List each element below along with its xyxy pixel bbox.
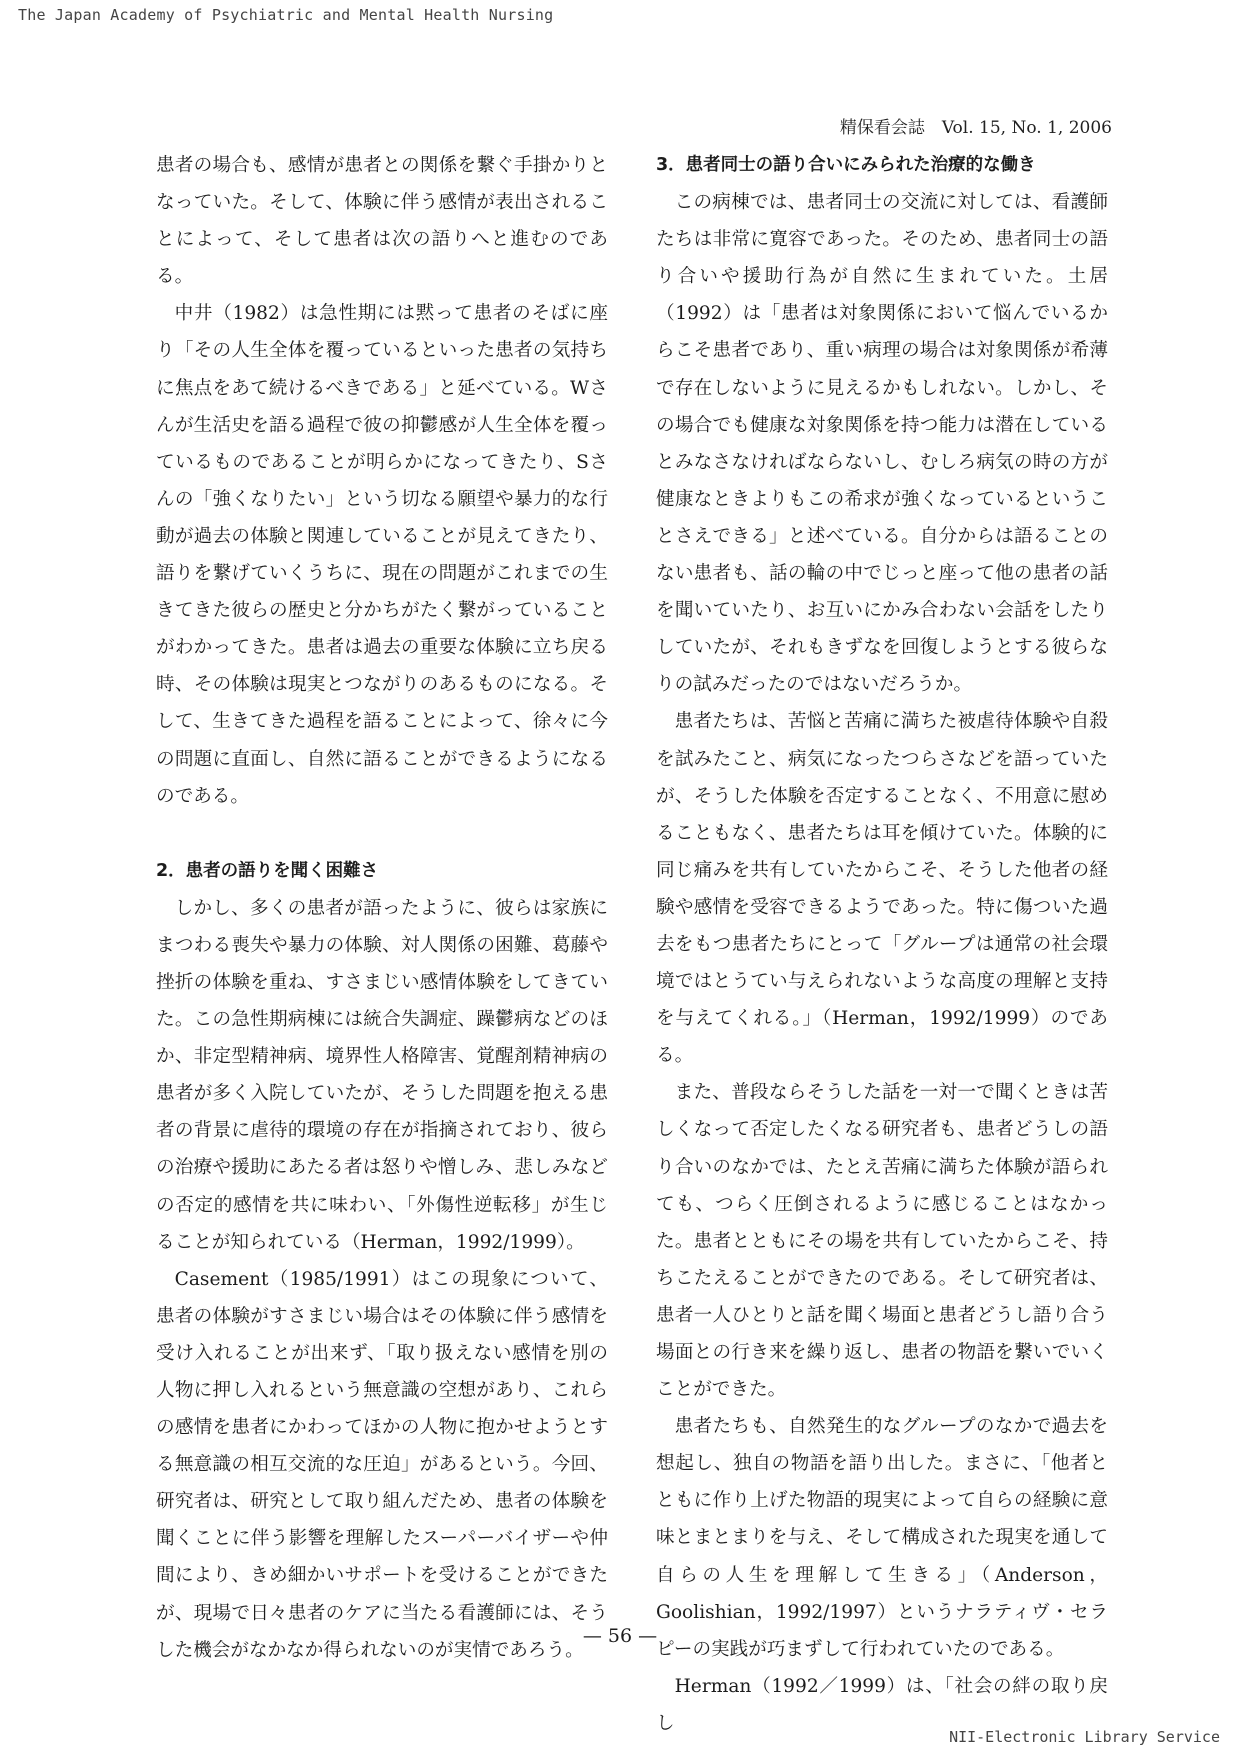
- site-header: The Japan Academy of Psychiatric and Mental Health Nursing: [18, 6, 554, 24]
- paragraph: しかし、多くの患者が語ったように、彼らは家族にまつわる喪失や暴力の体験、対人関係の困難、葛藤や挫折の体験を重ね、すさまじい感情体験をしてきていた。この急性期病棟には統合失調症、躁鬱病などのほか、非定型精神病、境界性人格障害、覚醒剤精神病の患者が多く入院していたが、そうした問題を抱える患者の背景に虐待的環境の存在が指摘されており、彼らの治療や援助にあたる者は怒りや憎しみ、悲しみなどの否定的感情を共に味わい、「外傷性逆転移」が生じることが知られている（Herman，1992/1999）。: [156, 897, 608, 1253]
- paragraph: Herman（1992／1999）は、「社会の絆の取り戻し: [656, 1675, 1108, 1734]
- page-number: — 56 —: [582, 1625, 658, 1647]
- library-footer: NII-Electronic Library Service: [949, 1728, 1220, 1746]
- section-heading: 3．患者同士の語り合いにみられた治療的な働き: [656, 155, 1036, 175]
- section-heading: 2．患者の語りを聞く困難さ: [156, 860, 379, 881]
- paragraph: 中井（1982）は急性期には黙って患者のそばに座り「その人生全体を覆っているといった患者の気持ちに焦点をあて続けるべきである」と延べている。Wさんが生活史を語る過程で彼の抑鬱感が人生全体を覆っているものであることが明らかになってきたり、Sさんの「強くなりたい」という切なる願望や暴力的な行動が過去の体験と関連していることが見えてきたり、語りを繋げていくうちに、現在の問題がこれまでの生きてきた彼らの歴史と分かちがたく繋がっていることがわかってきた。患者は過去の重要な体験に立ち戻る時、その体験は現実とつながりのあるものになる。そして、生きてきた過程を語ることによって、徐々に今の問題に直面し、自然に語ることができるようになるのである。: [156, 303, 608, 807]
- paragraph: また、普段ならそうした話を一対一で聞くときは苦しくなって否定したくなる研究者も、患者どうしの語り合いのなかでは、たとえ苦痛に満ちた体験が語られても、つらく圧倒されるように感じることはなかった。患者とともにその場を共有していたからこそ、持ちこたえることができたのである。そして研究者は、患者一人ひとりと話を聞く場面と患者どうし語り合う場面との行き来を繰り返し、患者の物語を繋いでいくことができた。: [656, 1082, 1108, 1401]
- journal-citation: 精保看会誌 Vol. 15, No. 1, 2006: [839, 118, 1112, 138]
- paragraph: 患者たちは、苦悩と苦痛に満ちた被虐待体験や自殺を試みたこと、病気になったつらさなどを語っていたが、そうした体験を否定することなく、不用意に慰めることもなく、患者たちは耳を傾けていた。体験的に同じ痛みを共有していたからこそ、そうした他者の経験や感情を受容できるようであった。特に傷ついた過去をもつ患者たちにとって「グループは通常の社会環境ではとうてい与えられないような高度の理解と支持を与えてくれる。」（Herman，1992/1999）のである。: [656, 711, 1108, 1067]
- left-column: [156, 147, 608, 1669]
- paragraph: 患者たちも、自然発生的なグループのなかで過去を想起し、独自の物語を語り出した。まさに、「他者とともに作り上げた物語的現実によって自らの経験に意味とまとまりを与え、そして構成された現実を通して自らの人生を理解して生きる」（Anderson，Goolishian，1992/1997）というナラティヴ・セラピーの実践が巧まずして行われていたのである。: [656, 1416, 1108, 1660]
- right-column: [656, 147, 1108, 1742]
- paragraph: Casement（1985/1991）はこの現象について、患者の体験がすさまじい場合はその体験に伴う感情を受け入れることが出来ず、「取り扱えない感情を別の人物に押し入れるという無意識の空想があり、これらの感情を患者にかわってほかの人物に抱かせようとする無意識の相互交流的な圧迫」があるという。今回、研究者は、研究として取り組んだため、患者の体験を聞くことに伴う影響を理解したスーパーバイザーや仲間により、きめ細かいサポートを受けることができたが、現場で日々患者のケアに当たる看護師には、そうした機会がなかなか得られないのが実情であろう。: [156, 1268, 608, 1661]
- paragraph: この病棟では、患者同士の交流に対しては、看護師たちは非常に寛容であった。そのため、患者同士の語り合いや援助行為が自然に生まれていた。土居（1992）は「患者は対象関係において悩んでいるからこそ患者であり、重い病理の場合は対象関係が希薄で存在しないように見えるかもしれない。しかし、その場合でも健康な対象関係を持つ能力は潜在しているとみなさなければならないし、むしろ病気の時の方が健康なときよりもこの希求が強くなっているということさえできる」と述べている。自分からは語ることのない患者も、話の輪の中でじっと座って他の患者の話を聞いていたり、お互いにかみ合わない会話をしたりしていたが、それもきずなを回復しようとする彼らなりの試みだったのではないだろうか。: [656, 192, 1108, 696]
- paragraph: 患者の場合も、感情が患者との関係を繋ぐ手掛かりとなっていた。そして、体験に伴う感情が表出されることによって、そして患者は次の語りへと進むのである。: [156, 155, 608, 288]
